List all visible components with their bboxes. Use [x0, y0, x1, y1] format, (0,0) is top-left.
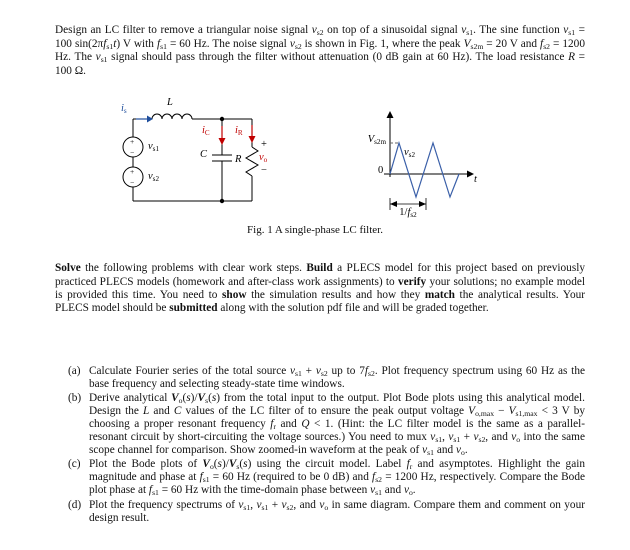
vertical-axis-arrow — [387, 111, 394, 118]
source1-minus-sign: − — [130, 148, 135, 158]
junction-dot-top — [220, 118, 223, 121]
item-c-label: (c) — [68, 458, 81, 471]
circuit-and-waveform-drawing — [0, 89, 630, 221]
item-a-label: (a) — [68, 364, 81, 377]
inductor-coil — [152, 114, 192, 119]
item-c-text: Plot the Bode plots of $V_o(s)/V_s(s)$ using the circuit model. Label $f_r$ and asymptotes. Highlight the gain magnitude and phase at $f_{s1} = 60$ Hz (required to be 0 dB) and $f_{s2} = 1200$ Hz, respectively. Compare the Bode plot phase at $f_{s1} = 60$ Hz with the time-domain phase between $v_{s1}$ and $v_o$. — [89, 458, 585, 497]
lc-filter-figure — [0, 89, 630, 221]
resistor-label: R — [235, 154, 242, 166]
source2-plus-sign: + — [130, 167, 135, 177]
item-d-text: Plot the frequency spectrums of $v_{s1}$, $v_{s1} + v_{s2}$, and $v_o$ in same diagram. Compare them and comment on your design result. — [89, 498, 585, 524]
problem-list — [55, 365, 585, 525]
resistor-current-label: $i_R$ — [235, 125, 243, 137]
source-current-arrow — [136, 116, 153, 123]
resistor-current-arrow — [249, 125, 256, 143]
source-current-label: $i_s$ — [121, 103, 127, 115]
problem-item-c — [68, 458, 585, 496]
intro-paragraph: Design an LC filter to remove a triangular noise signal $v_{s2}$ on top of a sinusoidal signal $v_{s1}$. The sine function $v_{s1} = 100$ $\sin(2\pi f_{s1}t)$ V with $f_{s1} = 60$ Hz. The noise signal $v_{s2}$ is shown in Fig. 1, where the peak $V_{s2m} = 20$ V and $f_{s2} = 1200$ Hz. The $v_{s1}$ signal should pass through the filter without attenuation (0 dB gain at 60 Hz). The load resistance R = 100 Ω. — [55, 24, 585, 77]
problem-item-d — [68, 499, 585, 525]
junction-dot-bottom — [220, 200, 223, 203]
problem-item-a — [68, 365, 585, 391]
noise-signal-label: $v_{s2}$ — [404, 147, 416, 159]
item-d-label: (d) — [68, 498, 82, 511]
source2-label: $v_{s2}$ — [148, 171, 160, 183]
source1-plus-sign: + — [130, 137, 135, 147]
output-voltage-label: $v_o$ — [259, 152, 268, 164]
item-b-label: (b) — [68, 392, 82, 405]
figure-caption: Fig. 1 A single-phase LC filter. — [247, 224, 383, 237]
source2-minus-sign: − — [130, 178, 135, 188]
source1-label: $v_{s1}$ — [148, 141, 160, 153]
item-a-text: Calculate Fourier series of the total source $v_{s1} + v_{s2}$ up to $7f_{s2}$. Plot frequency spectrum using 60 Hz as the base frequency and selecting steady-state time windows. — [89, 364, 585, 390]
item-b-text: Derive analytical $V_o(s)/V_s(s)$ from the total input to the output. Plot Bode plots using this analytical model. Design the L and C values of the LC filter of to ensure the peak output voltage $V_{o,max} - V_{s1,max} < 3$ V by choosing a proper resonant frequency $f_r$ and Q < 1. (Hint: the LC filter model is the same as a parallel-resonant circuit by short-circuiting the voltage sources.) You need to mux $v_{s1}$, $v_{s1} + v_{s2}$, and $v_o$ into the same scope channel for comparison. Show zoomed-in waveform at the peak of $v_{s1}$ and $v_o$. — [89, 392, 586, 457]
capacitor-current-arrow — [219, 126, 226, 145]
period-label: $1/f_{s2}$ — [399, 207, 417, 219]
resistor-zigzag — [246, 147, 258, 176]
capacitor-current-label: $i_C$ — [202, 125, 210, 137]
output-minus-sign: − — [261, 165, 267, 177]
time-axis-label: t — [474, 174, 477, 186]
triangular-wave — [390, 143, 459, 197]
waveform-plot — [384, 111, 474, 210]
capacitor-plates — [212, 155, 232, 161]
problem-item-b — [68, 392, 585, 456]
output-plus-sign: + — [261, 139, 267, 151]
instructions-paragraph: Solve the following problems with clear work steps. Build a PLECS model for this project based on previously practiced PLECS models (homework and after-class work assignments) to verify your solutions; no example model is provided this time. You need to show the simulation results and how they match the analytical results. Your PLECS model should be submitted along with the solution pdf file and will be graded together. — [55, 262, 586, 315]
peak-voltage-label: $V_{s2m}$ — [367, 134, 386, 146]
origin-label: 0 — [378, 165, 384, 177]
inductor-label: L — [167, 97, 173, 109]
horizontal-axis-arrow — [467, 171, 474, 178]
capacitor-label: C — [200, 149, 208, 161]
